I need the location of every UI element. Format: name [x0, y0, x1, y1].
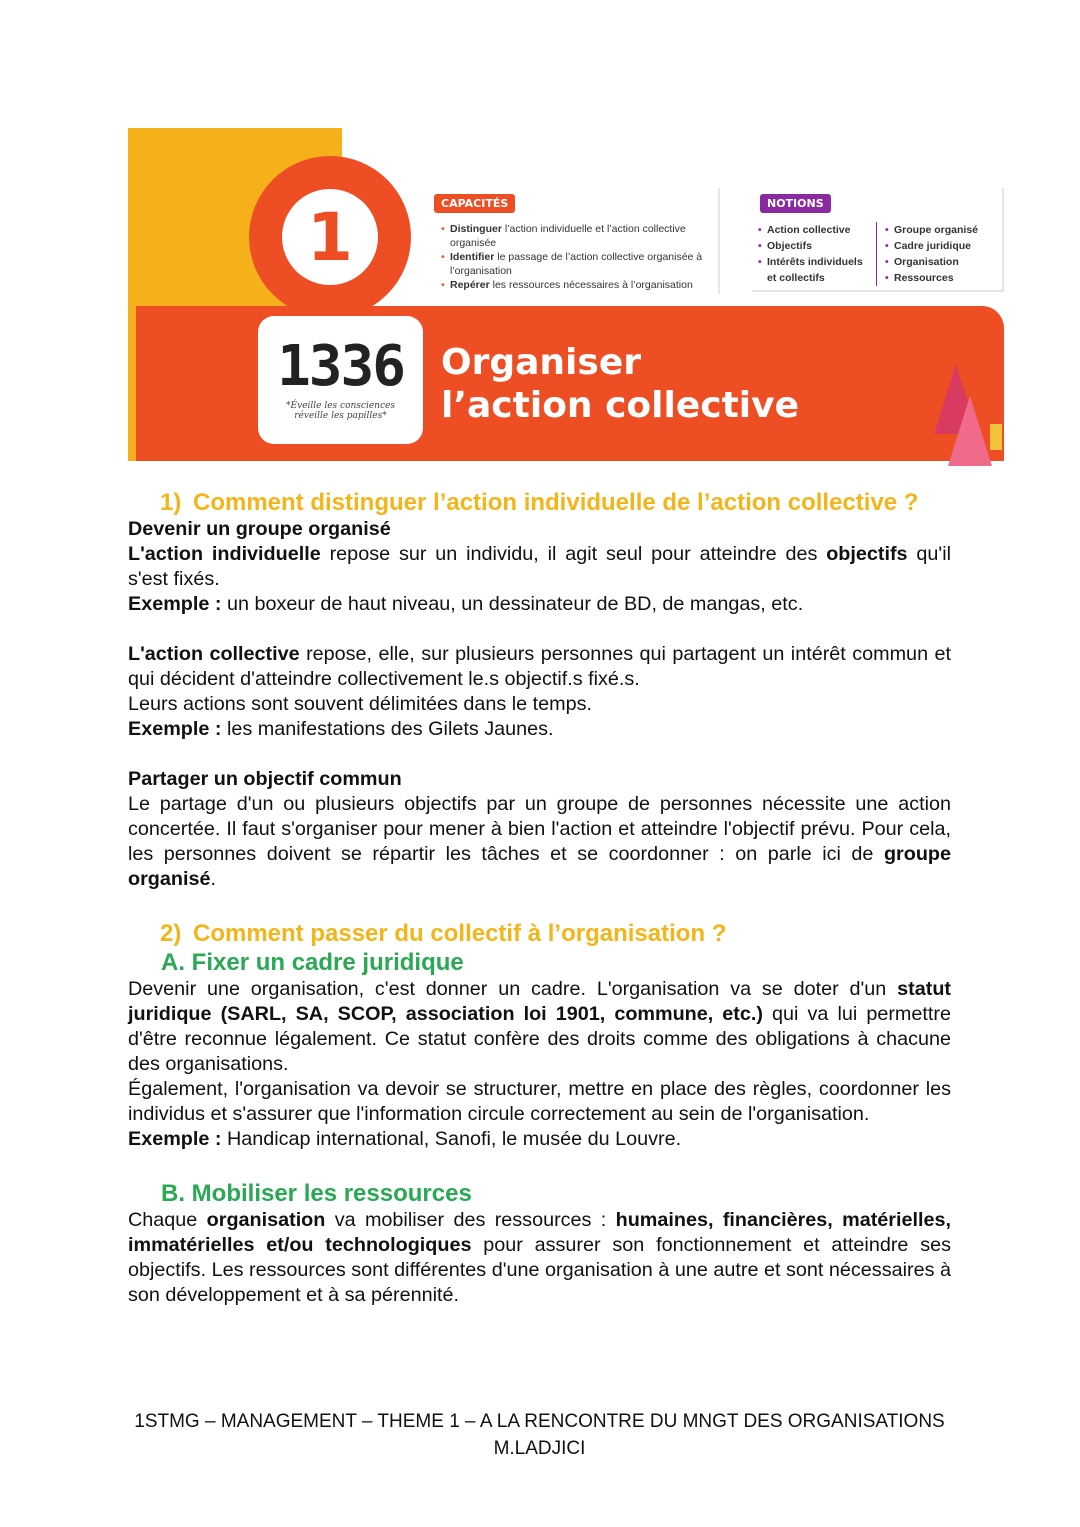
example-2: Exemple : les manifestations des Gilets Jaunes.	[128, 718, 554, 740]
chapter-title: Organiser l’action collective	[441, 342, 800, 427]
notion-item: • Action collective	[758, 222, 872, 238]
notions-box	[752, 188, 1004, 292]
capacite-item: • Distinguer l’action individuelle et l’action collective organisée	[441, 222, 718, 250]
notions-label: NOTIONS	[760, 194, 831, 213]
chapter-banner	[128, 128, 1004, 461]
section-2-heading: 2) Comment passer du collectif à l’organisation ?	[160, 920, 727, 947]
section-1-heading: 1) Comment distinguer l’action individuelle de l’action collective ?	[160, 489, 919, 516]
paragraph-structurer: Également, l'organisation va devoir se structurer, mettre en place des règles, coordonner les individus et s'assurer que l'information circule correctement au sein de l'organisation.	[128, 1078, 951, 1125]
notions-column-1	[758, 222, 872, 286]
decorative-shape	[948, 396, 992, 466]
publisher-logo	[258, 316, 423, 444]
capacite-item: • Repérer les ressources nécessaires à l’organisation	[441, 278, 718, 292]
chapter-number-badge	[249, 156, 411, 318]
footer-author: M.LADJICI	[493, 1438, 586, 1459]
subheading-objectif-commun: Partager un objectif commun	[128, 768, 402, 790]
capacites-list	[441, 222, 718, 292]
notion-item: • Cadre juridique	[885, 238, 978, 254]
notion-item: • Intérêts individuels et collectifs	[758, 254, 872, 286]
chapter-number: 1	[282, 189, 378, 285]
logo-number: 1336	[277, 333, 404, 399]
notion-item: • Groupe organisé	[885, 222, 978, 238]
paragraph-cadre-juridique: Devenir une organisation, c'est donner un cadre. L'organisation va se doter d'un statut juridique (SARL, SA, SCOP, association loi 1901, commune, etc.) qui va lui permettre d'être reconnue légalement. Ce statut confère des droits comme des obligations à chacune des organisations.	[128, 978, 951, 1075]
notions-column-2	[876, 222, 978, 286]
paragraph-ressources: Chaque organisation va mobiliser des ressources : humaines, financières, matérielles, immatérielles et/ou technologiques pour assurer son fonctionnement et atteindre ses objectifs. Les ressources sont différentes d'une organisation à une autre et sont nécessaires à son développement et à sa pérennité.	[128, 1209, 951, 1306]
notion-item: • Ressources	[885, 270, 978, 286]
notion-item: • Objectifs	[758, 238, 872, 254]
capacite-item: • Identifier le passage de l’action collective organisée à l’organisation	[441, 250, 718, 278]
subsection-a-heading: A. Fixer un cadre juridique	[161, 949, 464, 976]
capacites-box	[431, 188, 720, 294]
logo-tagline: *Éveille les consciences réveille les papilles*	[286, 400, 395, 421]
footer-course-line: 1STMG – MANAGEMENT – THEME 1 – A LA RENCONTRE DU MNGT DES ORGANISATIONS	[134, 1411, 945, 1432]
paragraph-action-collective: L'action collective repose, elle, sur plusieurs personnes qui partagent un intérêt commun et qui décident d'atteindre collectivement le.s objectif.s fixé.s.	[128, 643, 951, 690]
paragraph-delimitees: Leurs actions sont souvent délimitées dans le temps.	[128, 693, 593, 715]
subheading-groupe-organise: Devenir un groupe organisé	[128, 518, 391, 540]
paragraph-objectif-commun: Le partage d'un ou plusieurs objectifs par un groupe de personnes nécessite une action concertée. Il faut s'organiser pour mener à bien l'action et atteindre l'objectif prévu. Pour cela, les personnes doivent se répartir les tâches et se coordonner : on parle ici de groupe organisé.	[128, 793, 951, 890]
page-footer	[128, 1408, 951, 1462]
example-3: Exemple : Handicap international, Sanofi, le musée du Louvre.	[128, 1128, 682, 1150]
subsection-b-heading: B. Mobiliser les ressources	[161, 1180, 472, 1207]
notion-item: • Organisation	[885, 254, 978, 270]
example-1: Exemple : un boxeur de haut niveau, un dessinateur de BD, de mangas, etc.	[128, 593, 804, 615]
capacites-label: CAPACITÉS	[434, 194, 515, 213]
paragraph-action-individuelle: L'action individuelle repose sur un individu, il agit seul pour atteindre des objectifs qu'il s'est fixés.	[128, 543, 951, 590]
decorative-shape	[990, 424, 1002, 450]
lesson-content	[128, 488, 951, 1308]
